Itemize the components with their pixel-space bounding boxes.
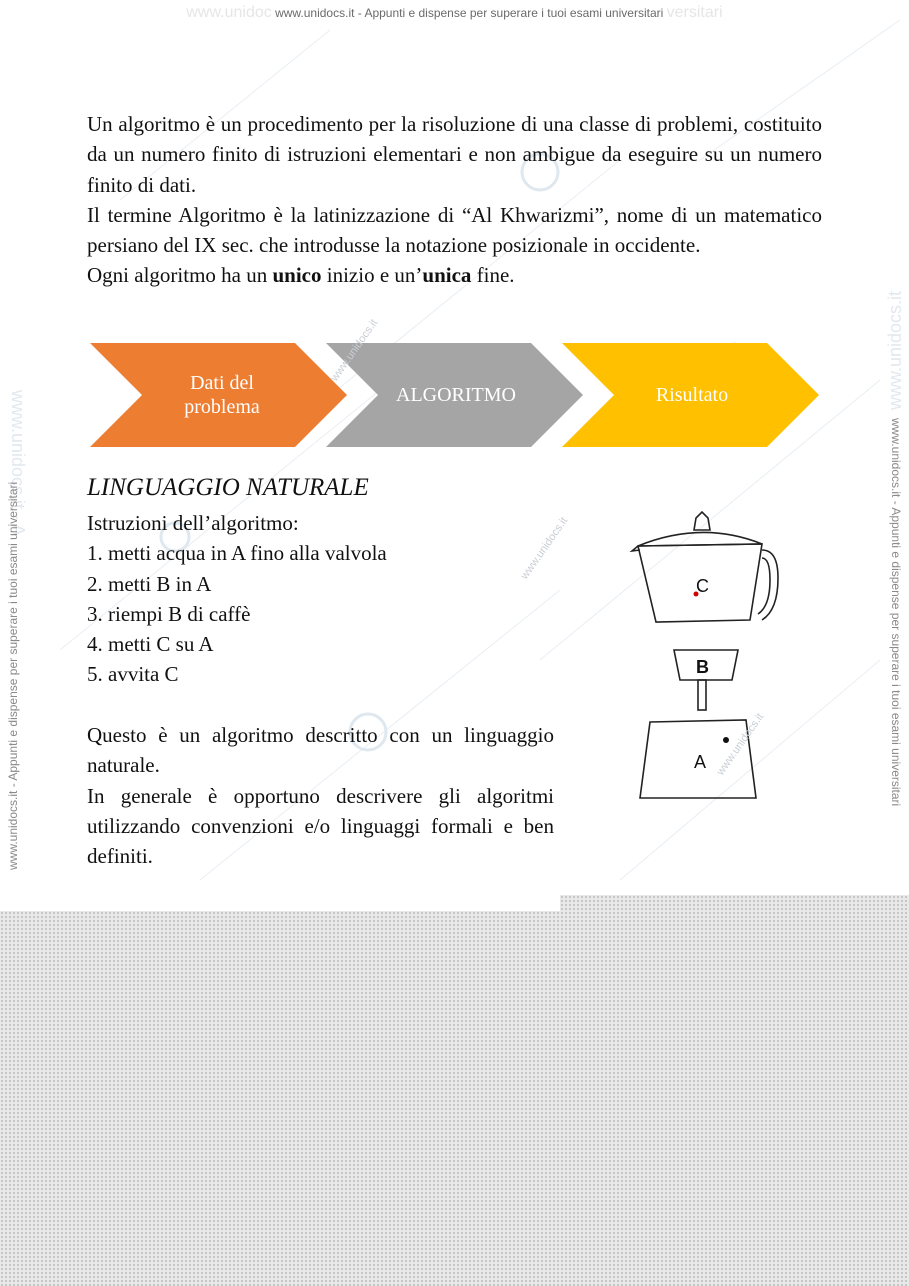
header-ghost-right: versitari <box>666 4 723 21</box>
instruction-step: 5. avvita C <box>87 662 179 687</box>
header-watermark-text: www.unidocs.it - Appunti e dispense per superare i tuoi esami universitari <box>275 6 664 20</box>
side-watermark-left: www.unidocs.it - Appunti e dispense per superare i tuoi esami universitari <box>6 481 20 870</box>
instruction-step: 2. metti B in A <box>87 571 212 596</box>
moka-label-a: A <box>694 752 707 772</box>
header-ghost-left: www.unidoc <box>186 4 272 21</box>
intro-text-part: Ogni algoritmo ha un <box>87 263 273 288</box>
side-ghost-watermark-right: www.unidocs.it <box>885 290 905 410</box>
intro-bold-unico: unico <box>272 263 322 288</box>
moka-label-b: B <box>696 657 709 677</box>
conclusion-paragraph-2: In generale è opportuno descrivere gli algoritmi utilizzando convenzioni e/o linguaggi formali e ben definiti. <box>87 783 554 869</box>
section-title: LINGUAGGIO NATURALE <box>87 474 369 501</box>
intro-paragraph-definition: Un algoritmo è un procedimento per la risoluzione di una classe di problemi, costituito da un numero finito di istruzioni elementari e non ambigue da eseguire su un numero finito di dati. <box>87 112 822 197</box>
blank-dotted-area <box>0 895 909 1286</box>
side-ghost-watermark-left: www.unidocs.it - A <box>8 390 28 537</box>
page-edge <box>0 895 560 911</box>
chevron-input-label-line2: problema <box>184 396 260 418</box>
intro-text-part: fine. <box>471 263 515 288</box>
intro-bold-unica: unica <box>422 263 472 288</box>
instruction-step: 3. riempi B di caffè <box>87 601 251 626</box>
intro-text-part: inizio e un’ <box>321 263 423 288</box>
instructions-heading: Istruzioni dell’algoritmo: <box>87 511 299 535</box>
diagonal-watermark: www.unidocs.it <box>328 317 381 384</box>
chevron-algorithm-label: ALGORITMO <box>396 384 516 406</box>
moka-label-c: C <box>696 576 709 596</box>
instruction-step: 1. metti acqua in A fino alla valvola <box>87 541 387 566</box>
chevron-input-label-line1: Dati del <box>190 372 254 394</box>
conclusion-paragraph-1: Questo è un algoritmo descritto con un linguaggio naturale. <box>87 723 554 778</box>
diagonal-watermark: www.unidocs.it <box>714 711 767 778</box>
diagonal-watermark: www.unidocs.it <box>518 515 571 582</box>
intro-paragraph-etymology: Il termine Algoritmo è la latinizzazione di “Al Khwarizmi”, nome di un matematico persiano del IX sec. che introdusse la notazione posizionale in occidente. <box>87 202 822 258</box>
instruction-step: 4. metti C su A <box>87 632 214 657</box>
chevron-result-label: Risultato <box>655 384 729 406</box>
side-watermark-right: www.unidocs.it - Appunti e dispense per superare i tuoi esami universitari <box>889 418 903 807</box>
